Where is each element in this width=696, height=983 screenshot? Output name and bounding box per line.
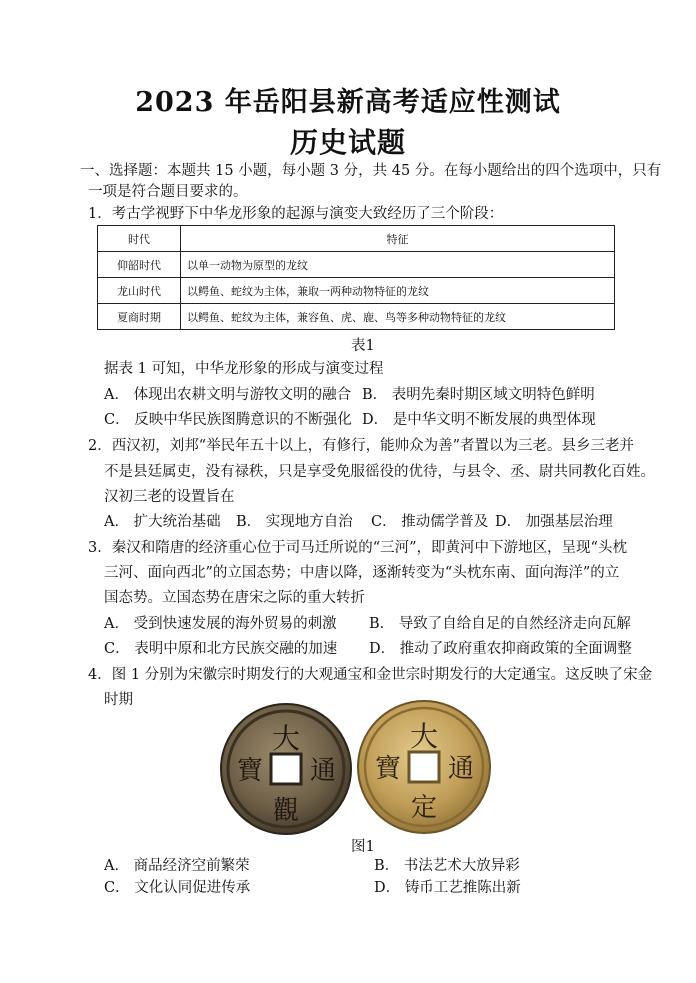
q1-option-b[interactable]: B． 表明先秦时期区域文明特色鲜明 xyxy=(362,387,595,403)
daguan-tongbao-coin-image xyxy=(219,702,353,836)
q4-figure-caption: 图1 xyxy=(351,839,375,855)
q2-option-b[interactable]: B． 实现地方自治 xyxy=(236,514,353,530)
q3-option-d[interactable]: D． 推动了政府重农抑商政策的全面调整 xyxy=(369,641,632,657)
table-header-era: 时代 xyxy=(98,226,181,252)
q1-option-d[interactable]: D． 是中华文明不断发展的典型体现 xyxy=(362,412,596,428)
table-cell-feature: 以鳄鱼、蛇纹为主体，兼容鱼、虎、鹿、鸟等多种动物特征的龙纹 xyxy=(181,304,615,330)
q2-option-a[interactable]: A． 扩大统治基础 xyxy=(104,514,221,530)
coin2-char-left: 寶 xyxy=(374,754,402,784)
coin1-char-left: 寶 xyxy=(236,756,264,786)
q1-option-a[interactable]: A． 体现出农耕文明与游牧文明的融合 xyxy=(104,387,352,403)
table-header-row xyxy=(98,226,615,252)
coin1-char-bottom: 觀 xyxy=(272,796,300,826)
q3-line3: 国态势。立国态势在唐宋之际的重大转折 xyxy=(104,590,365,606)
q1-stem: 1．考古学视野下中华龙形象的起源与演变大致经历了三个阶段： xyxy=(88,206,504,222)
q3-option-b[interactable]: B． 导致了自给自足的自然经济走向瓦解 xyxy=(369,616,631,632)
exam-subtitle: 历史试题 xyxy=(289,126,406,159)
q2-option-d[interactable]: D． 加强基层治理 xyxy=(495,514,613,530)
coin2-char-top: 大 xyxy=(409,720,439,753)
q3-option-c[interactable]: C． 表明中原和北方民族交融的加速 xyxy=(104,641,338,657)
section-instruction-line2: 一项是符合题目要求的。 xyxy=(88,184,248,200)
q3-line1: 3．秦汉和隋唐的经济重心位于司马迁所说的“三河”，即黄河中下游地区，呈现“头枕 xyxy=(88,540,627,556)
q1-option-c[interactable]: C． 反映中华民族图腾意识的不断强化 xyxy=(104,412,352,428)
dading-tongbao-coin-image xyxy=(356,699,492,835)
coin1-char-top: 大 xyxy=(271,722,301,755)
q4-option-b[interactable]: B． 书法艺术大放异彩 xyxy=(374,858,520,874)
q1-table-caption: 表1 xyxy=(351,338,375,354)
table-header-feature: 特征 xyxy=(181,226,615,252)
q2-line3: 汉初三老的设置旨在 xyxy=(104,489,235,505)
table-cell-era: 龙山时代 xyxy=(98,278,181,304)
section-instruction-line1: 一、选择题：本题共 15 小题，每小题 3 分，共 45 分。在每小题给出的四个选项中，只有 xyxy=(80,163,662,179)
coin2-char-bottom: 定 xyxy=(410,793,438,823)
table-cell-era: 仰韶时代 xyxy=(98,252,181,278)
q4-option-c[interactable]: C． 文化认同促进传承 xyxy=(104,880,251,896)
q2-option-c[interactable]: C． 推动儒学普及 xyxy=(371,514,489,530)
q4-line2: 时期 xyxy=(104,692,133,708)
coin2-char-right: 通 xyxy=(447,754,475,784)
q2-line1: 2．西汉初，刘邦“举民年五十以上，有修行，能帅众为善”者置以为三老。县乡三老并 xyxy=(88,438,635,454)
table-cell-feature: 以鳄鱼、蛇纹为主体，兼取一两种动物特征的龙纹 xyxy=(181,278,615,304)
q1-question-text: 据表 1 可知，中华龙形象的形成与演变过程 xyxy=(104,361,384,377)
table-row xyxy=(98,304,615,330)
table-cell-era: 夏商时期 xyxy=(98,304,181,330)
q2-line2: 不是县廷属吏，没有禄秩，只是享受免服徭役的优待，与县令、丞、尉共同教化百姓。 xyxy=(104,464,655,480)
exam-title: 2023 年岳阳县新高考适应性测试 xyxy=(135,87,561,118)
coin1-char-right: 通 xyxy=(309,756,337,786)
q4-line1: 4．图 1 分别为宋徽宗时期发行的大观通宝和金世宗时期发行的大定通宝。这反映了宋金 xyxy=(88,667,653,683)
table-row xyxy=(98,252,615,278)
q4-option-d[interactable]: D． 铸币工艺推陈出新 xyxy=(374,880,521,896)
q3-option-a[interactable]: A． 受到快速发展的海外贸易的刺激 xyxy=(104,616,337,632)
q1-feature-table xyxy=(97,225,615,330)
table-row xyxy=(98,278,615,304)
table-cell-feature: 以单一动物为原型的龙纹 xyxy=(181,252,615,278)
q3-line2: 三河、面向西北”的立国态势；中唐以降，逐渐转变为“头枕东南、面向海洋”的立 xyxy=(104,565,620,581)
q4-option-a[interactable]: A． 商品经济空前繁荣 xyxy=(104,858,250,874)
